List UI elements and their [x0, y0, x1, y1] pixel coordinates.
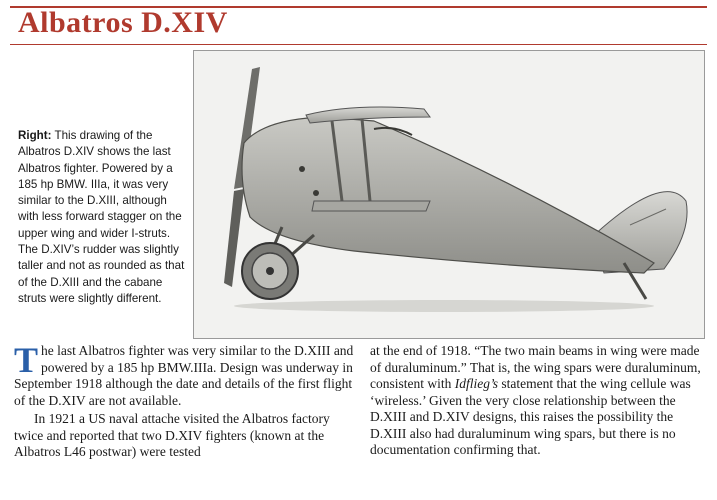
- drop-cap: T: [14, 340, 39, 380]
- paragraph-1-text: he last Albatros fighter was very similar to the D.XIII and powered by a 185 hp BMW.IIIa. Design was underway in September 1918 although the date and details of the first flight of the D.XIV are not available.: [14, 343, 354, 408]
- article-title: Albatros D.XIV: [18, 6, 228, 39]
- article-column-left: [14, 340, 354, 461]
- title-rule: [10, 44, 707, 45]
- photo-caption: [18, 128, 190, 307]
- article-column-right: [370, 343, 706, 459]
- paragraph-3-text-b: statement that the wing cellule was ‘wireless.’ Given the very close relationship between the D.XIII and D.XIV designs, this raises the possibility the D.XIII also had duraluminum wing spars, but there is no documentation confirming that.: [370, 376, 691, 457]
- caption-text: This drawing of the Albatros D.XIV shows the last Albatros fighter. Powered by a 185 hp BMW. IIIa, it was very similar to the D.XIII, although with less forward stagger on the upper wing and wider I-struts. The D.XIV’s rudder was slightly taller and not as rounded as that of the D.XIII and the cabane struts were slightly different.: [18, 129, 185, 305]
- paragraph-3-text-a: at the end of 1918. “The two main beams in wing were made of duraluminum.” That is, the wing spars were duraluminum, consistent with: [370, 343, 701, 391]
- paragraph-3-italic: Idflieg’s: [454, 376, 498, 391]
- paragraph-3: [370, 343, 706, 459]
- paragraph-1: [14, 340, 354, 409]
- aircraft-drawing: [193, 50, 705, 339]
- albatros-illustration: [194, 51, 704, 338]
- caption-lead: Right:: [18, 129, 52, 142]
- paragraph-2: In 1921 a US naval attache visited the Albatros factory twice and reported that two D.XIV fighters (known at the Albatros L46 postwar) were tested: [14, 411, 330, 459]
